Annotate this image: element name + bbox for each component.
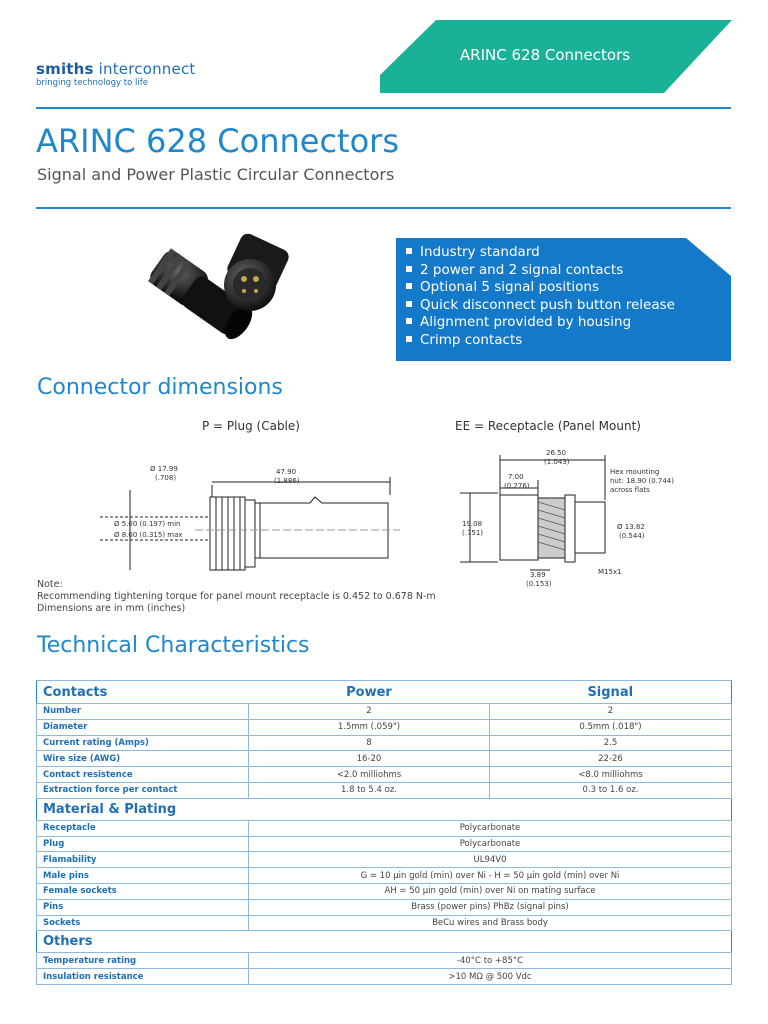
rec-dim-hex-b: nut: 18.90 (0.744): [610, 477, 674, 485]
table-row: Male pins G = 10 µin gold (min) over Ni - H = 50 µin gold (min) over Ni: [37, 868, 732, 884]
rec-dim-d-a: Ø 13.82: [617, 523, 645, 531]
contacts-header: Contacts: [37, 681, 249, 704]
rec-dim-hex-a: Hex mounting: [610, 468, 660, 476]
contacts-header-row: [37, 681, 732, 704]
plug-dim-min: Ø 5.00 (0.197) min: [114, 520, 181, 528]
power-header: Power: [249, 681, 490, 704]
receptacle-drawing: [450, 440, 690, 590]
feature-item: Alignment provided by housing: [406, 314, 675, 332]
table-row: Temperature rating -40°C to +85°C: [37, 953, 732, 969]
page-title: ARINC 628 Connectors: [36, 122, 399, 160]
table-row: Current rating (Amps) 8 2.5: [37, 735, 732, 751]
dimension-note: Note: Recommending tightening torque for panel mount receptacle is 0.452 to 0.678 N-m Dimensions are in mm (inches): [37, 579, 436, 614]
table-row: Wire size (AWG) 16-20 22-26: [37, 751, 732, 767]
plug-dim-dia-a: Ø 17.99: [150, 465, 178, 473]
tech-table: [36, 680, 732, 985]
page-subtitle: Signal and Power Plastic Circular Connectors: [37, 165, 395, 184]
feature-item: Quick disconnect push button release: [406, 297, 675, 315]
plug-dim-max: Ø 8.00 (0.315) max: [114, 531, 183, 539]
brand-tagline: bringing technology to life: [36, 78, 148, 88]
plug-dim-dia-b: (.708): [155, 474, 177, 482]
others-header: Others: [37, 931, 732, 953]
tech-heading: Technical Characteristics: [37, 633, 310, 658]
material-header-row: [37, 798, 732, 820]
material-header: Material & Plating: [37, 798, 732, 820]
plug-dim-len-b: (1.886): [274, 477, 300, 485]
table-row: Flamability UL94V0: [37, 852, 732, 868]
rec-dim-s-a: 7.00: [508, 473, 524, 481]
title-divider: [36, 207, 731, 209]
table-row: Number 2 2: [37, 704, 732, 720]
table-row: Receptacle Polycarbonate: [37, 820, 732, 836]
table-row: Diameter 1.5mm (.059") 0.5mm (.018"): [37, 719, 732, 735]
rec-dim-t-a: 3.89: [530, 571, 546, 579]
brand-logo: smiths interconnect: [36, 60, 196, 78]
feature-item: Crimp contacts: [406, 332, 675, 350]
plug-dim-len-a: 47.90: [276, 468, 297, 476]
rec-dim-d-b: (0.544): [619, 532, 645, 540]
table-row: Extraction force per contact 1.8 to 5.4 oz. 0.3 to 1.6 oz.: [37, 782, 732, 798]
rec-dim-hex-c: across flats: [610, 486, 650, 494]
table-row: Female sockets AH = 50 µin gold (min) over Ni on mating surface: [37, 883, 732, 899]
banner-title: ARINC 628 Connectors: [459, 46, 631, 64]
table-row: Plug Polycarbonate: [37, 836, 732, 852]
rec-dim-h-b: (.751): [462, 529, 484, 537]
top-divider: [36, 107, 731, 109]
feature-item: Industry standard: [406, 244, 675, 262]
feature-item: 2 power and 2 signal contacts: [406, 262, 675, 280]
others-header-row: [37, 931, 732, 953]
rec-dim-s-b: (0.276): [504, 482, 530, 490]
dimensions-heading: Connector dimensions: [37, 375, 283, 400]
plug-caption: P = Plug (Cable): [202, 419, 300, 433]
connector-photo: [120, 230, 320, 360]
table-row: Pins Brass (power pins) PhBz (signal pins): [37, 899, 732, 915]
plug-drawing: [100, 455, 400, 585]
receptacle-caption: EE = Receptacle (Panel Mount): [455, 419, 641, 433]
table-row: Sockets BeCu wires and Brass body: [37, 915, 732, 931]
rec-dim-w-b: (1.043): [544, 458, 570, 466]
signal-header: Signal: [490, 681, 732, 704]
rec-dim-w-a: 26.50: [546, 449, 567, 457]
rec-dim-h-a: 19.08: [462, 520, 483, 528]
rec-dim-thread: M15x1: [598, 568, 622, 576]
feature-item: Optional 5 signal positions: [406, 279, 675, 297]
table-row: Contact resistence <2.0 milliohms <8.0 milliohms: [37, 767, 732, 783]
features-list: [406, 244, 675, 350]
rec-dim-t-b: (0.153): [526, 580, 552, 588]
table-row: Insulation resistance >10 MΩ @ 500 Vdc: [37, 969, 732, 985]
